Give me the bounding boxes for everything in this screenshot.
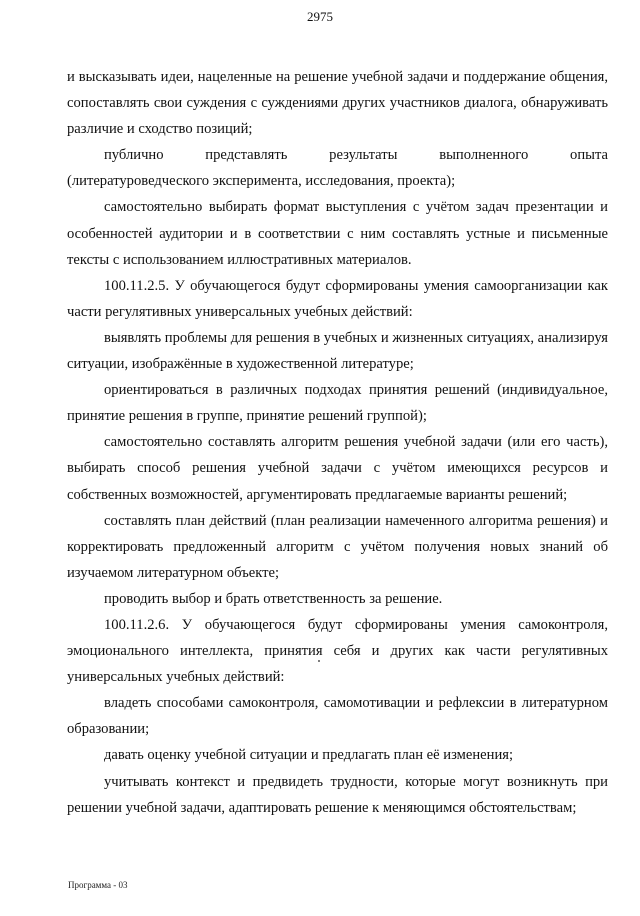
paragraph: публично представлять результаты выполненного опыта: [104, 147, 608, 164]
paragraph: (литературоведческого эксперимента, исследования, проекта);: [67, 173, 456, 190]
paragraph: самостоятельно составлять алгоритм решения учебной задачи (или его часть), выбирать способ решения учебной задачи с учётом имеющихся ресурсов и собственных возможностей, аргументировать предлагаемые варианты решений;: [67, 434, 608, 503]
paragraph: выявлять проблемы для решения в учебных и жизненных ситуациях, анализируя ситуации, изображённые в художественной литературе;: [67, 329, 608, 373]
paragraph: 100.11.2.5. У обучающегося будут сформированы умения самоорганизации как части регулятивных универсальных учебных действий:: [67, 277, 608, 320]
paragraph: самостоятельно выбирать формат выступления с учётом задач презентации и особенностей аудитории и в соответствии с ним составлять устные и письменные тексты с использованием иллюстративных материалов.: [67, 199, 608, 268]
paragraph: давать оценку учебной ситуации и предлагать план её изменения;: [104, 747, 514, 764]
paragraph: ориентироваться в различных подходах принятия решений (индивидуальное, принятие решения в группе, принятие решений группой);: [67, 382, 608, 425]
footer-text: Программа - 03: [68, 880, 128, 890]
page-number: 2975: [307, 9, 333, 24]
paragraph: учитывать контекст и предвидеть трудности, которые могут возникнуть при решении учебной задачи, адаптировать решение к меняющимся обстоятельствам;: [67, 773, 608, 816]
scan-speck: [318, 660, 320, 662]
paragraph: составлять план действий (план реализации намеченного алгоритма решения) и корректировать предложенный алгоритм с учётом получения новых знаний об изучаемом литературном объекте;: [67, 512, 608, 581]
body-text: [67, 64, 608, 821]
paragraph: проводить выбор и брать ответственность за решение.: [104, 590, 443, 607]
paragraph: владеть способами самоконтроля, самомотивации и рефлексии в литературном образовании;: [67, 695, 608, 738]
paragraph: и высказывать идеи, нацеленные на решение учебной задачи и поддержание общения, сопоставлять свои суждения с суждениями других участников диалога, обнаруживать различие и сходство позиций;: [67, 69, 608, 138]
paragraph: 100.11.2.6. У обучающегося будут сформированы умения самоконтроля, эмоционального интеллекта, принятия себя и других как части регулятивных универсальных учебных действий:: [67, 616, 608, 686]
